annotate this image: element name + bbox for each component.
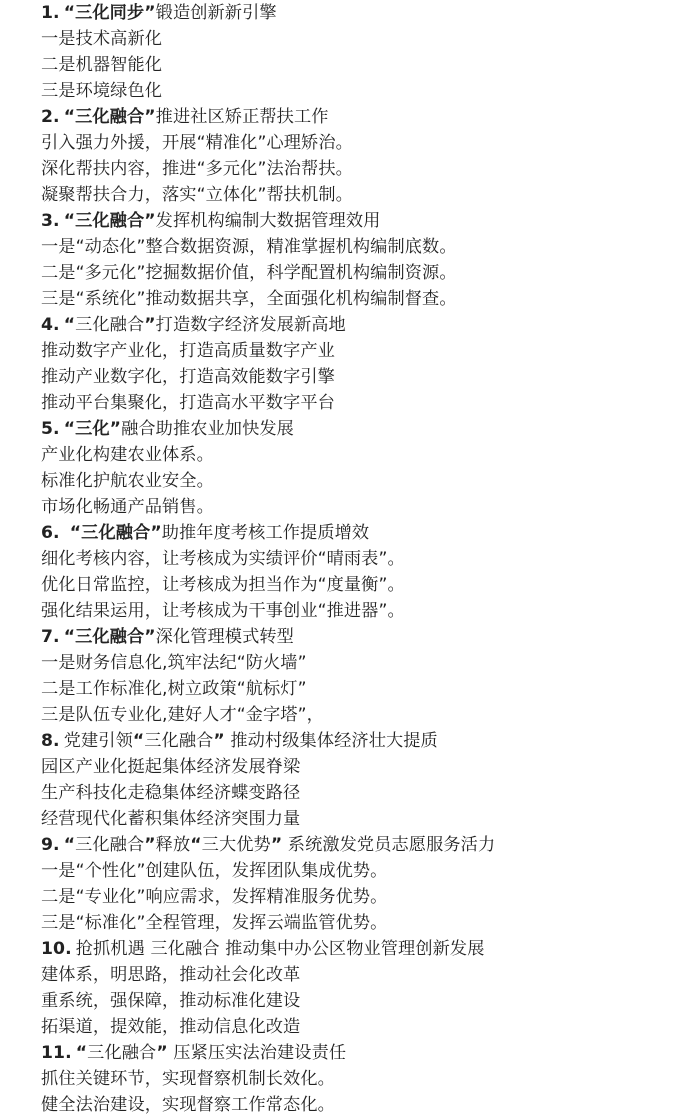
heading-text: 三大优势 [201,835,271,855]
section-number: 8. [41,731,60,751]
heading-text: ” [213,731,225,751]
heading-text: 三化融合 [75,315,145,335]
list-item: 三是环境绿色化 [41,81,163,101]
section-heading [41,1040,681,1066]
list-item: 引入强力外援，开展“精准化”心理矫治。 [41,133,353,153]
section-heading [41,624,681,650]
list-item: 推动产业数字化，打造高效能数字引擎 [41,367,335,387]
list-item: 一是“动态化”整合数据资源，精准掌握机构编制底数。 [41,237,457,257]
list-item: 建体系，明思路，推动社会化改革 [41,965,301,985]
list-item: 强化结果运用，让考核成为干事创业“推进器”。 [41,601,405,621]
heading-text: ” [144,315,156,335]
list-item: 推动平台集聚化，打造高水平数字平台 [41,393,335,413]
section-heading [41,520,681,546]
list-item: 一是技术高新化 [41,29,163,49]
heading-text: “ [75,1043,88,1063]
list-item: 重系统，强保障，推动标准化建设 [41,991,301,1011]
heading-text: 压紧压实法治建设责任 [167,1043,347,1063]
section-number: 11. [41,1043,72,1063]
list-item: 深化帮扶内容，推进“多元化”法治帮扶。 [41,159,353,179]
section-number: 1. [41,3,60,23]
section-number: 4. [41,315,60,335]
section-heading [41,832,681,858]
list-item: 抓住关键环节，实现督察机制长效化。 [41,1069,335,1089]
document-body [41,0,681,1118]
section-heading [41,312,681,338]
heading-text: 系统激发党员志愿服务活力 [282,835,496,855]
heading-text: 三化融合 [144,731,214,751]
section-number: 6. [41,523,66,543]
heading-text: 抢抓机遇 三化融合 推动集中办公区物业管理创新发展 [75,939,485,959]
heading-text: “ [63,835,76,855]
heading-text: 助推年度考核工作提质增效 [161,523,370,543]
list-item: 二是机器智能化 [41,55,163,75]
list-item: 生产科技化走稳集体经济蝶变路径 [41,783,301,803]
list-item: 园区产业化挺起集体经济发展脊梁 [41,757,301,777]
list-item: 健全法治建设，实现督察工作常态化。 [41,1095,335,1115]
list-item: 二是“专业化”响应需求，发挥精准服务优势。 [41,887,388,907]
section-number: 2. [41,107,60,127]
heading-text: “三化融合” [69,523,162,543]
heading-text: 融合助推农业加快发展 [121,419,294,439]
heading-text: 发挥机构编制大数据管理效用 [155,211,381,231]
section-number: 7. [41,627,60,647]
heading-text: 党建引领 [63,731,133,751]
heading-text: 三化融合 [87,1043,157,1063]
heading-text: 三化融合 [75,835,145,855]
heading-text: ” [156,1043,168,1063]
section-heading [41,0,681,26]
section-heading [41,728,681,754]
section-number: 3. [41,211,60,231]
section-number: 5. [41,419,60,439]
heading-text: “三化” [63,419,122,439]
heading-text: ” [144,835,156,855]
heading-text: “三化融合” [63,627,156,647]
section-heading [41,104,681,130]
heading-text: “三化融合” [63,211,156,231]
heading-text: 深化管理模式转型 [155,627,294,647]
heading-text: 释放 [155,835,191,855]
list-item: 二是工作标准化,树立政策“航标灯” [41,679,307,699]
section-number: 9. [41,835,60,855]
heading-text: ” [270,835,283,855]
heading-text: “三化同步” [63,3,156,23]
heading-text: “ [63,315,76,335]
heading-text: “三化融合” [63,107,156,127]
list-item: 三是“系统化”推动数据共享，全面强化机构编制督查。 [41,289,457,309]
list-item: 市场化畅通产品销售。 [41,497,214,517]
heading-text: “ [132,731,145,751]
list-item: 三是队伍专业化,建好人才“金字塔”， [41,705,324,725]
heading-text: 推动村级集体经济壮大提质 [224,731,438,751]
list-item: 拓渠道，提效能，推动信息化改造 [41,1017,301,1037]
list-item: 标准化护航农业安全。 [41,471,214,491]
list-item: 细化考核内容，让考核成为实绩评价“晴雨表”。 [41,549,405,569]
heading-text: “ [190,835,202,855]
section-heading [41,936,681,962]
list-item: 二是“多元化”挖掘数据价值，科学配置机构编制资源。 [41,263,457,283]
heading-text: 锻造创新新引擎 [155,3,277,23]
list-item: 经营现代化蓄积集体经济突围力量 [41,809,301,829]
list-item: 推动数字产业化，打造高质量数字产业 [41,341,335,361]
heading-text: 推进社区矫正帮扶工作 [155,107,329,127]
list-item: 一是“个性化”创建队伍，发挥团队集成优势。 [41,861,388,881]
section-heading [41,208,681,234]
list-item: 优化日常监控，让考核成为担当作为“度量衡”。 [41,575,405,595]
section-number: 10. [41,939,72,959]
list-item: 一是财务信息化,筑牢法纪“防火墙” [41,653,307,673]
list-item: 三是“标准化”全程管理，发挥云端监管优势。 [41,913,388,933]
heading-text: 打造数字经济发展新高地 [155,315,346,335]
list-item: 凝聚帮扶合力，落实“立体化”帮扶机制。 [41,185,353,205]
section-heading [41,416,681,442]
list-item: 产业化构建农业体系。 [41,445,214,465]
